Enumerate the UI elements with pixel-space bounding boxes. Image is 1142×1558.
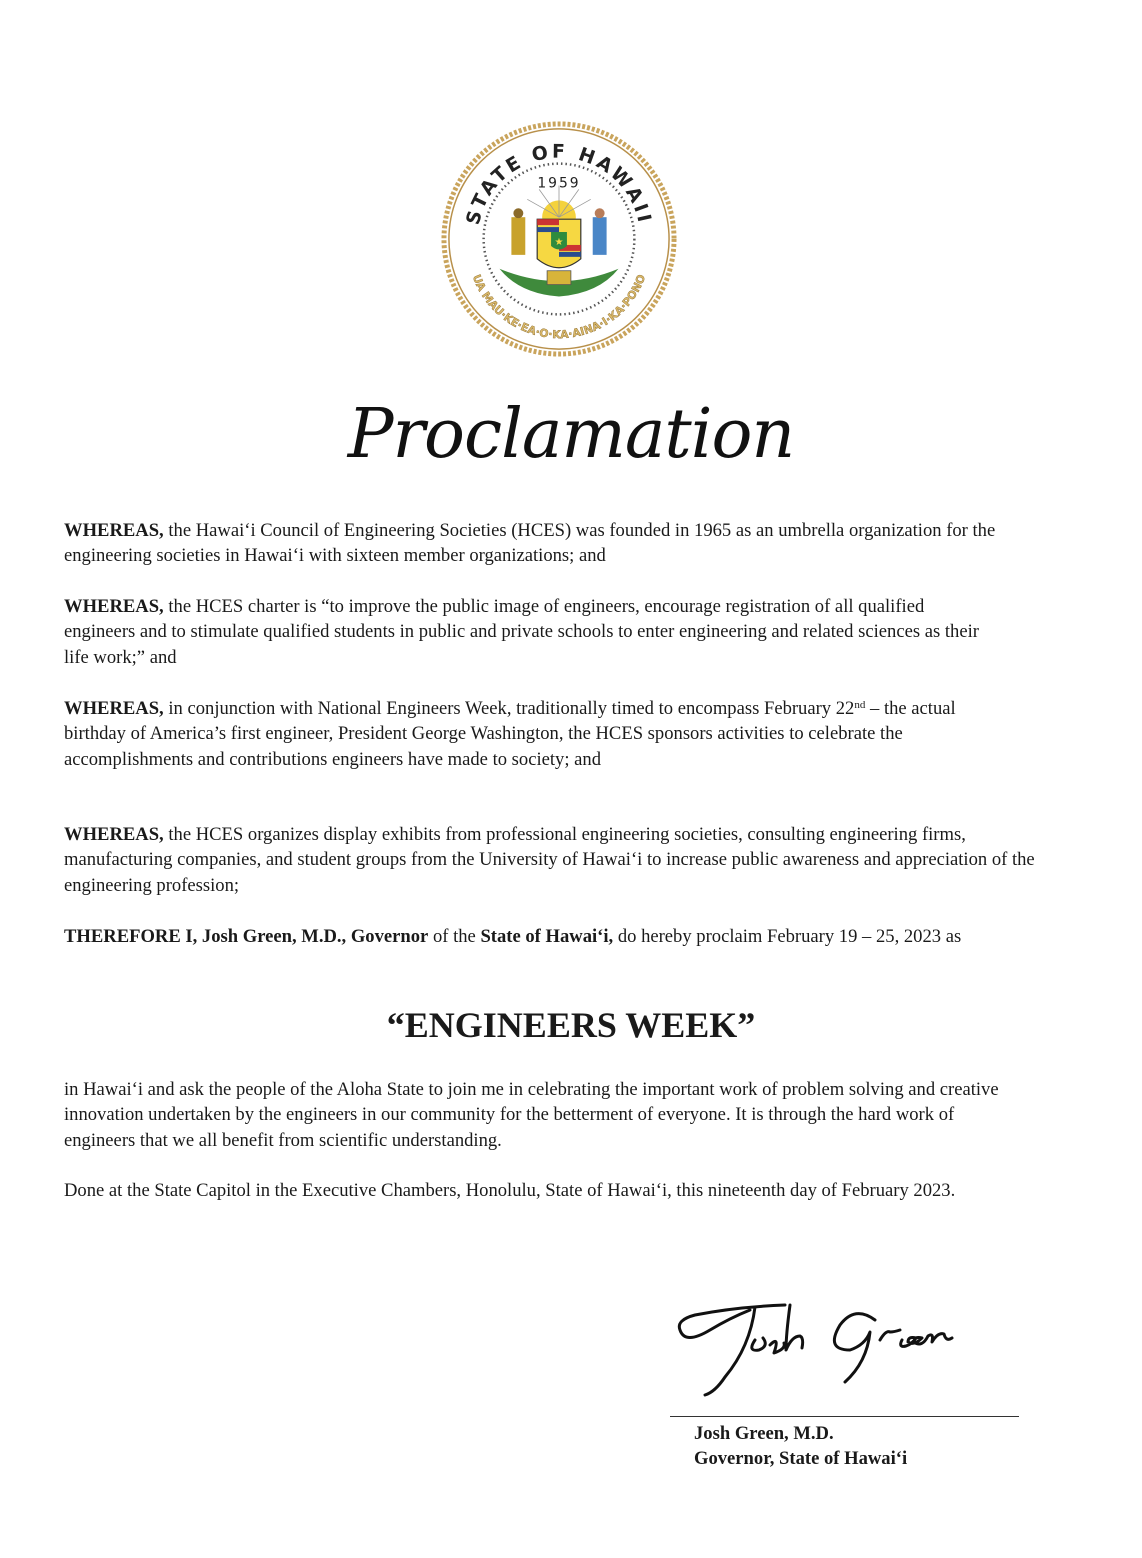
- proclamation-title: Proclamation: [347, 395, 795, 474]
- signature-line: [670, 1416, 1019, 1417]
- paragraph-text: – the actual birthday of America’s first engineer, President George Washington, the HCES sponsors activities to celebrate the accomplishments and contributions engineers have made to society; and: [64, 698, 956, 770]
- state-name: State of Hawai‘i,: [480, 926, 614, 947]
- whereas-paragraph-1: [64, 518, 1074, 569]
- whereas-paragraph-3: [64, 696, 984, 772]
- paragraph-text: do hereby proclaim February 19 – 25, 2023 as: [613, 926, 962, 947]
- ordinal-suffix: nd: [854, 699, 866, 711]
- svg-text:1959: 1959: [537, 175, 581, 192]
- whereas-label: WHEREAS,: [64, 698, 164, 719]
- paragraph-text: in conjunction with National Engineers Week, traditionally timed to encompass February 22: [163, 698, 855, 719]
- svg-text:STATE OF HAWAII: STATE OF HAWAII: [462, 141, 655, 228]
- state-of-hawaii-seal: [440, 120, 678, 358]
- done-at-paragraph: Done at the State Capitol in the Executive Chambers, Honolulu, State of Hawai‘i, this nineteenth day of February 2023.: [64, 1180, 956, 1201]
- svg-text:UA MAU·KE·EA·O·KA·AINA·I·KA·PO: UA MAU·KE·EA·O·KA·AINA·I·KA·PONO: [469, 272, 649, 342]
- signatory-block: [694, 1421, 907, 1471]
- whereas-paragraph-4: [64, 822, 1074, 898]
- paragraph-text: of the: [428, 926, 481, 947]
- paragraph-text: the HCES charter is “to improve the public image of engineers, encourage registration of all qualified engineers and to stimulate qualified students in public and private schools to enter engineering and related sciences as their life work;” and: [64, 596, 979, 668]
- proclaimed-title: “ENGINEERS WEEK”: [386, 1005, 756, 1045]
- therefore-paragraph: [64, 924, 1074, 949]
- whereas-paragraph-2: [64, 594, 989, 670]
- svg-text:★: ★: [554, 236, 564, 248]
- handwritten-signature: [670, 1295, 1010, 1405]
- signatory-title: Governor, State of Hawai‘i: [694, 1448, 908, 1469]
- signatory-name: Josh Green, M.D.: [694, 1423, 834, 1444]
- whereas-label: WHEREAS,: [64, 596, 164, 617]
- paragraph-text: the HCES organizes display exhibits from professional engineering societies, consulting engineering firms, manufacturing companies, and student groups from the University of Hawai‘i to increase public awareness and appreciation of the engineering profession;: [64, 824, 1035, 896]
- paragraph-text: the Hawai‘i Council of Engineering Societies (HCES) was founded in 1965 as an umbrella organization for the engineering societies in Hawai‘i with sixteen member organizations; and: [64, 520, 996, 567]
- whereas-label: WHEREAS,: [64, 520, 164, 541]
- closing-paragraph: in Hawai‘i and ask the people of the Aloha State to join me in celebrating the important work of problem solving and creative innovation undertaken by the engineers in our community for the betterment of everyone. It is through the hard work of engineers that we all benefit from scientific understanding.: [64, 1079, 999, 1151]
- therefore-label: THEREFORE I, Josh Green, M.D., Governor: [64, 926, 429, 947]
- whereas-label: WHEREAS,: [64, 824, 164, 845]
